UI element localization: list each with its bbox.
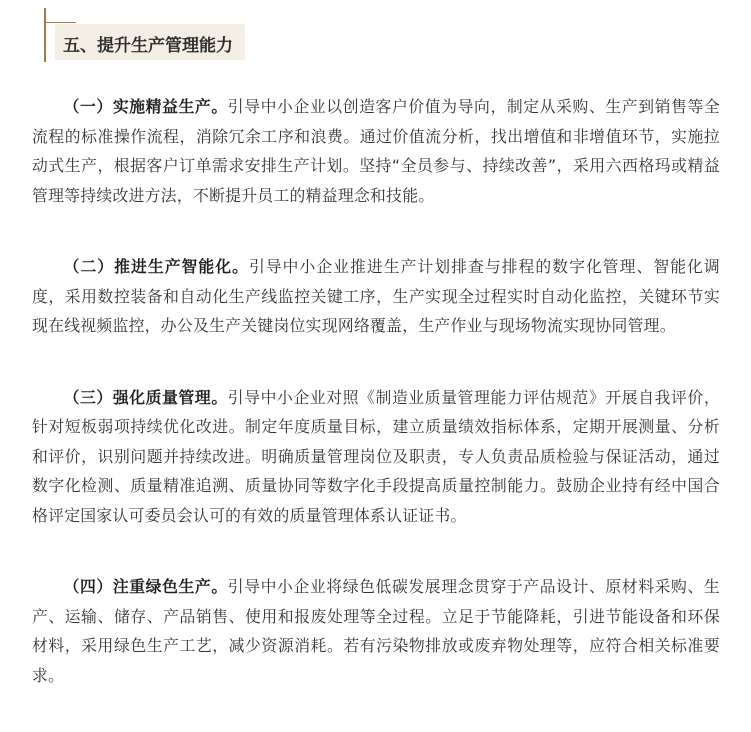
section-title-box (55, 24, 245, 60)
paragraph-lean-production (32, 92, 720, 210)
paragraph-heading: （一）实施精益生产。 (63, 97, 228, 116)
paragraph-text: 引导中小企业将绿色低碳发展理念贯穿于产品设计、原材料采购、生产、运输、储存、产品销售、使用和报废处理等全过程。立足于节能降耗，引进节能设备和环保材料，采用绿色生产工艺，减少资源消耗。若有污染物排放或废弃物处理等，应符合相关标准要求。 (32, 577, 720, 685)
paragraph-heading: （四）注重绿色生产。 (63, 577, 228, 596)
paragraph-smart-production (32, 252, 720, 341)
paragraph-text: 引导中小企业对照《制造业质量管理能力评估规范》开展自我评价，针对短板弱项持续优化改进。制定年度质量目标，建立质量绩效指标体系，定期开展测量、分析和评价，识别问题并持续改进。明确质量管理岗位及职责，专人负责品质检验与保证活动，通过数字化检测、质量精准追溯、质量协同等数字化手段提高质量控制能力。鼓励企业持有经中国合格评定国家认可委员会认可的有效的质量管理体系认证证书。 (32, 387, 720, 525)
paragraph-heading: （三）强化质量管理。 (63, 387, 228, 407)
section-title: 五、提升生产管理能力 (63, 36, 233, 56)
section-header (44, 8, 248, 62)
paragraph-text: 引导中小企业推进生产计划排查与排程的数字化管理、智能化调度，采用数控装备和自动化生产线监控关键工序，生产实现全过程实时自动化监控，关键环节实现在线视频监控，办公及生产关键岗位实现网络覆盖，生产作业与现场物流实现协同管理。 (32, 257, 720, 335)
paragraph-quality-management (32, 383, 720, 531)
paragraph-text: 引导中小企业以创造客户价值为导向，制定从采购、生产到销售等全流程的标准操作流程，消除冗余工序和浪费。通过价值流分析，找出增值和非增值环节，实施拉动式生产，根据客户订单需求安排生产计划。坚持“全员参与、持续改善”，采用六西格玛或精益管理等持续改进方法，不断提升员工的精益理念和技能。 (32, 97, 720, 205)
paragraph-green-production (32, 572, 720, 690)
header-decoration-line (46, 22, 76, 23)
paragraph-heading: （二）推进生产智能化。 (63, 257, 249, 276)
article-body (32, 92, 720, 732)
